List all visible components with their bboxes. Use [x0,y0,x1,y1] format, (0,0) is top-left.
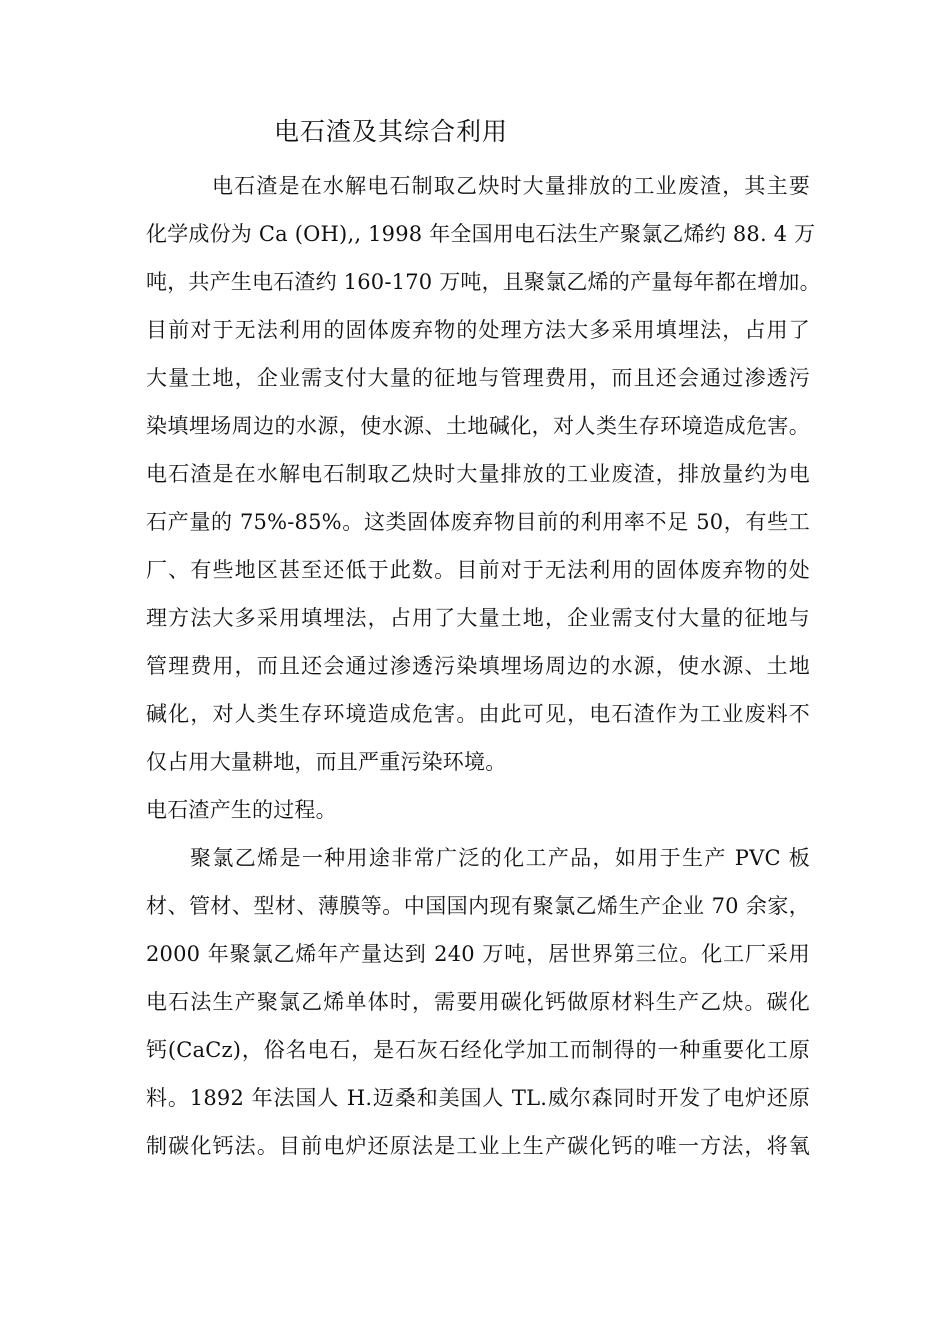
paragraph-line: 制碳化钙法。目前电炉还原法是工业上生产碳化钙的唯一方法，将氧 [146,1134,810,1158]
paragraph-line: 电石法生产聚氯乙烯单体时，需要用碳化钙做原材料生产乙炔。碳化 [146,990,810,1014]
paragraph-line: 管理费用，而且还会通过渗透污染填埋场周边的水源，使水源、土地 [146,654,810,678]
paragraph-line: 石产量的 75%-85%。这类固体废弃物目前的利用率不足 50，有些工 [146,510,810,534]
paragraph-line: 厂、有些地区甚至还低于此数。目前对于无法利用的固体废弃物的处 [146,558,810,582]
document-title: 电石渣及其综合利用 [274,117,509,146]
paragraph-line: 2000 年聚氯乙烯年产量达到 240 万吨，居世界第三位。化工厂采用 [146,942,810,966]
paragraph-line: 料。1892 年法国人 H.迈桑和美国人 TL.威尔森同时开发了电炉还原 [146,1086,810,1110]
paragraph-line: 电石渣是在水解电石制取乙炔时大量排放的工业废渣，排放量约为电 [146,462,810,486]
paragraph-line: 染填埋场周边的水源，使水源、土地碱化，对人类生存环境造成危害。 [146,414,810,438]
paragraph-line: 聚氯乙烯是一种用途非常广泛的化工产品，如用于生产 PVC 板 [190,846,810,870]
paragraph-line: 吨，共产生电石渣约 160-170 万吨，且聚氯乙烯的产量每年都在增加。 [146,270,821,294]
paragraph-line: 目前对于无法利用的固体废弃物的处理方法大多采用填埋法，占用了 [146,318,810,342]
paragraph-line: 电石渣是在水解电石制取乙炔时大量排放的工业废渣，其主要 [212,174,810,198]
paragraph-line: 钙(CaCz)，俗名电石，是石灰石经化学加工而制得的一种重要化工原 [146,1038,810,1062]
paragraph-line: 理方法大多采用填埋法，占用了大量土地，企业需支付大量的征地与 [146,606,810,630]
paragraph-line: 材、管材、型材、薄膜等。中国国内现有聚氯乙烯生产企业 70 余家， [146,894,810,918]
paragraph-line: 碱化，对人类生存环境造成危害。由此可见，电石渣作为工业废料不 [146,702,810,726]
section-heading: 电石渣产生的过程。 [146,798,337,822]
paragraph-line: 大量土地，企业需支付大量的征地与管理费用，而且还会通过渗透污 [146,366,810,390]
paragraph-line: 化学成份为 Ca (OH),, 1998 年全国用电石法生产聚氯乙烯约 88. 4 万 [146,222,816,246]
paragraph-line: 仅占用大量耕地，而且严重污染环境。 [146,750,507,774]
